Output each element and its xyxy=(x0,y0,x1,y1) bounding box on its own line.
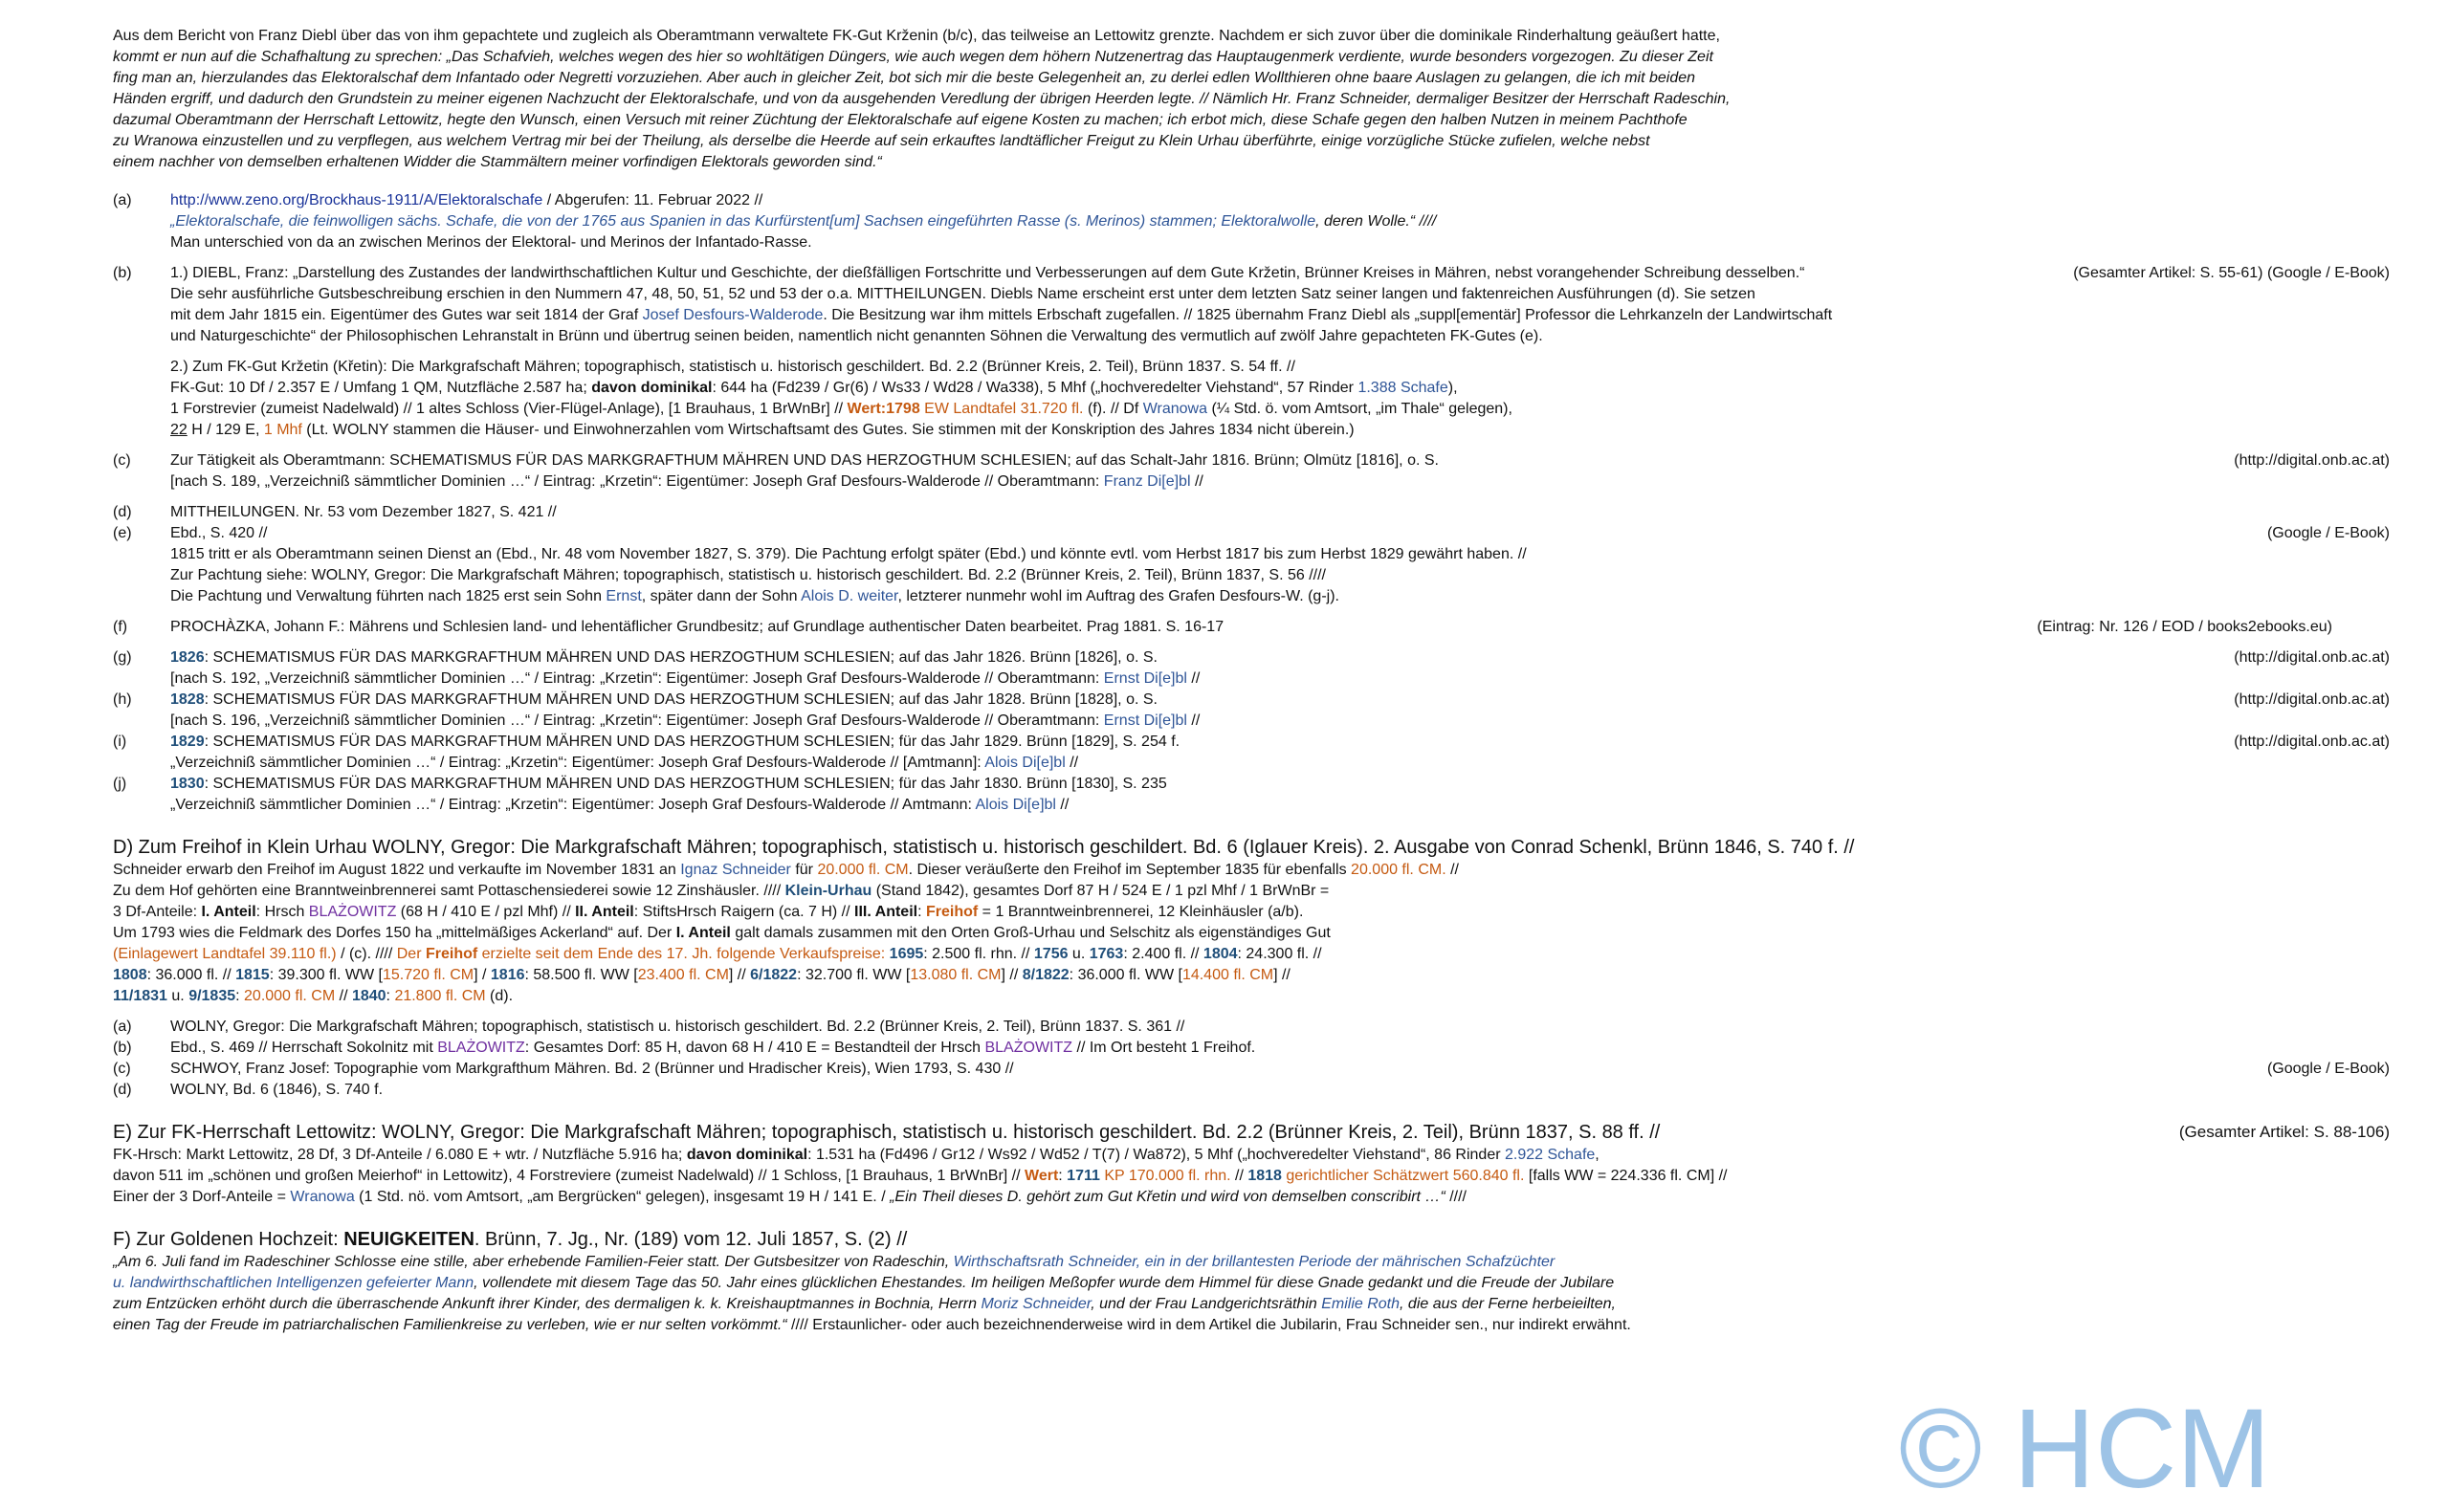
note-text: : Gesamtes Dorf: 85 H, davon 68 H / 410 E = Bestandteil der Hrsch xyxy=(524,1040,985,1056)
note-quote: „Elektoralschafe, die feinwolligen sächs. Schafe, die von der 1765 aus Spanien in das Kurfürstent[um] Sachsen eingeführten Rasse (s. Merinos) stammen; xyxy=(170,213,1222,230)
year: 8/1822 xyxy=(1022,967,1070,983)
note-text: (f). // Df xyxy=(1083,401,1143,417)
note-bold: davon dominikal xyxy=(591,380,713,396)
quote-span: , die aus der Ferne herbeieilten, xyxy=(1400,1296,1616,1312)
note-source-right: (http://digital.onb.ac.at) xyxy=(2234,734,2390,750)
note-label: (d) xyxy=(113,504,132,520)
note-text: und Naturgeschichte“ der Philosophischen Lehranstalt in Brünn und übertrug seinen beiden, namentlich nicht genannten Söhnen die Verwaltung des vermutlich auf zwölf Jahre gepachteten FK-Gutes (e). xyxy=(170,328,1543,344)
text-span: : StiftsHrsch Raigern (ca. 7 H) // xyxy=(633,904,855,920)
text-span: : 24.300 fl. // xyxy=(1237,946,1322,962)
quote-highlight: Wirthschaftsrath Schneider, ein in der brillantesten Periode der mährischen Schafzüchter xyxy=(953,1254,1555,1270)
section-e-heading xyxy=(113,1120,2390,1145)
text-span: // xyxy=(1445,862,1459,878)
note-h xyxy=(113,690,2390,732)
note-text: ), xyxy=(1447,380,1458,396)
value-label: Wert xyxy=(1025,1168,1059,1184)
person-name: Moriz Schneider xyxy=(981,1296,1092,1312)
section-d-heading: D) Zum Freihof in Klein Urhau WOLNY, Gregor: Die Markgrafschaft Mähren; topographisch, statistisch u. historisch geschildert. Bd. 6 (Iglauer Kreis). 2. Ausgabe von Conrad Schenkl, Brünn 1846, S. 740 f. // xyxy=(113,837,1855,858)
note-text: Zur Pachtung siehe: WOLNY, Gregor: Die Markgrafschaft Mähren; topographisch, statistisch u. historisch geschildert. Bd. 2.2 (Brünner Kreis, 2. Teil), Brünn 1837, S. 56 //// xyxy=(170,567,1326,583)
place-name: Klein-Urhau xyxy=(784,883,872,899)
text-span: : xyxy=(235,988,245,1004)
note-text: : SCHEMATISMUS FÜR DAS MARKGRAFTHUM MÄHREN UND DAS HERZOGTHUM SCHLESIEN; für das Jahr 1829. Brünn [1829], S. 254 f. xyxy=(204,734,1180,750)
note-label: (h) xyxy=(113,691,132,708)
text-span: FK-Hrsch: Markt Lettowitz, 28 Df, 3 Df-Anteile / 6.080 E + wtr. / Nutzfläche 5.916 ha; xyxy=(113,1147,687,1163)
note-text: mit dem Jahr 1815 ein. Eigentümer des Gutes war seit 1814 der Graf xyxy=(170,307,643,323)
note-text: 1815 tritt er als Oberamtmann seinen Dienst an (Ebd., Nr. 48 vom November 1827, S. 379). Die Pachtung erfolgt später (Ebd.) und könnte evtl. vom Herbst 1817 bis zum Herbst 1829 gewährt haben. // xyxy=(170,546,1527,562)
year: 1815 xyxy=(235,967,270,983)
section-e-title: E) Zur FK-Herrschaft Lettowitz: WOLNY, Gregor: Die Markgrafschaft Mähren; topographisch, statistisch u. historisch geschildert. Bd. 2.2 (Brünner Kreis, 2. Teil), Brünn 1837, S. 88 ff. // xyxy=(113,1122,1661,1143)
place-name: Wranowa xyxy=(290,1189,355,1205)
text-span: Einer der 3 Dorf-Anteile = xyxy=(113,1189,291,1205)
price-value: 21.800 fl. CM xyxy=(394,988,486,1004)
text-span: davon 511 im „schönen und großen Meierhof“ in Lettowitz), 4 Forstreviere (zumeist Nadelwald) // 1 Schloss, [1 Brauhaus, 1 BrWnBr] // xyxy=(113,1168,1026,1184)
note-text: „Verzeichniß sämmtlicher Dominien …“ / Eintrag: „Krzetin“: Eigentümer: Joseph Graf Desfours-Walderode // Amtmann: xyxy=(170,797,976,813)
price-value: 13.080 fl. CM xyxy=(910,967,1002,983)
note-highlight: 1 Mhf xyxy=(263,422,302,438)
person-name: Alois Di[e]bl xyxy=(984,755,1066,771)
text-span: [falls WW = 224.336 fl. CM] // xyxy=(1524,1168,1728,1184)
quote-highlight: u. landwirthschaftlichen Intelligenzen gefeierter Mann xyxy=(113,1275,474,1291)
note-e xyxy=(113,523,2390,607)
note-text: : 644 ha (Fd239 / Gr(6) / Ws33 / Wd28 / Wa338), 5 Mhf („hochveredelter Viehstand“, 57 Rinder xyxy=(712,380,1358,396)
note-source-right: (Gesamter Artikel: S. 88-106) xyxy=(2178,1123,2390,1141)
section-f-source: NEUIGKEITEN xyxy=(343,1229,474,1250)
text-span: : xyxy=(1058,1168,1068,1184)
text-span: u. xyxy=(1068,946,1090,962)
text-span: : Hrsch xyxy=(255,904,309,920)
note-label: (j) xyxy=(113,776,127,792)
note-year: 1829 xyxy=(170,734,205,750)
text-span: : 58.500 fl. WW [ xyxy=(524,967,638,983)
text-span: = 1 Branntweinbrennerei, 12 Kleinhäusler (a/b). xyxy=(978,904,1304,920)
note-text: , später dann der Sohn xyxy=(641,588,802,604)
intro-paragraph xyxy=(113,26,2390,173)
note-text: „Verzeichniß sämmtlicher Dominien …“ / Eintrag: „Krzetin“: Eigentümer: Joseph Graf Desfours-Walderode // [Amtmann]: xyxy=(170,755,985,771)
text-bold: II. Anteil xyxy=(575,904,634,920)
note-text: Die sehr ausführliche Gutsbeschreibung erschien in den Nummern 47, 48, 50, 51, 52 und 53 der o.a. MITTHEILUNGEN. Diebls Name erscheint erst unter dem letzten Satz seiner langen und faktenreichen Ausführungen (d). Sie setzen xyxy=(170,286,1755,302)
text-span: //// Erstaunlicher- oder auch bezeichnenderweise wird in dem Artikel die Jubilarin, Frau Schneider sen., nur indirekt erwähnt. xyxy=(786,1317,1631,1333)
price-value: 20.000 fl. CM xyxy=(817,862,909,878)
text-span: u. xyxy=(166,988,189,1004)
note-source-right: (Eintrag: Nr. 126 / EOD / books2ebooks.eu) xyxy=(2037,619,2332,635)
note-text: : SCHEMATISMUS FÜR DAS MARKGRAFTHUM MÄHREN UND DAS HERZOGTHUM SCHLESIEN; auf das Jahr 1828. Brünn [1828], o. S. xyxy=(204,691,1158,708)
value-label: :1798 xyxy=(880,401,920,417)
person-name: Ernst Di[e]bl xyxy=(1103,670,1187,687)
text-span: 3 Df-Anteile: xyxy=(113,904,202,920)
year: 1756 xyxy=(1033,946,1069,962)
text-span: / (c). //// xyxy=(336,946,397,962)
note-text: 1.) DIEBL, Franz: „Darstellung des Zustandes der landwirthschaftlichen Kultur und Geschichte, der dießfälligen Fortschritte und Verbesserungen auf dem Gute Kržetin, Brünner Kreises in Mähren, nebst vorangehender Schreibung desselben.“ xyxy=(170,265,1805,281)
place-name: Wranowa xyxy=(1142,401,1208,417)
year: 1763 xyxy=(1089,946,1124,962)
intro-line: fing man an, hierzulandes das Elektoralschaf dem Infantado oder Negretti vorzuziehen. Aber auch in gleicher Zeit, bot sich mir die beste Gelegenheit an, zu derlei edlen Wollthieren ohne baare Auslagen zu gelangen, die ich mit beiden xyxy=(113,70,1696,86)
note-quote: Elektoralwolle xyxy=(1221,213,1316,230)
note-year: 1830 xyxy=(170,776,205,792)
note-label: (f) xyxy=(113,619,128,635)
note-text: Ebd., S. 469 // Herrschaft Sokolnitz mit xyxy=(170,1040,438,1056)
note-text: [nach S. 196, „Verzeichniß sämmtlicher Dominien …“ / Eintrag: „Krzetin“: Eigentümer: Joseph Graf Desfours-Walderode // Oberamtmann: xyxy=(170,712,1104,729)
person-name: Ignaz Schneider xyxy=(680,862,791,878)
note-c xyxy=(113,450,2390,493)
year: 1711 xyxy=(1067,1168,1100,1184)
text-span: (1 Std. nö. vom Amtsort, „am Bergrücken“ gelegen), insgesamt 19 H / 141 E. / xyxy=(354,1189,891,1205)
text-span: . Dieser veräußerte den Freihof im September 1835 für ebenfalls xyxy=(908,862,1352,878)
note-text: [nach S. 189, „Verzeichniß sämmtlicher Dominien …“ / Eintrag: „Krzetin“: Eigentümer: Joseph Graf Desfours-Walderode // Oberamtmann: xyxy=(170,473,1104,490)
note-label: (d) xyxy=(113,1082,132,1098)
text-span: Schneider erwarb den Freihof im August 1822 und verkaufte im November 1831 an xyxy=(113,862,681,878)
note-text: WOLNY, Bd. 6 (1846), S. 740 f. xyxy=(170,1082,384,1098)
intro-line: Händen ergriff, und dadurch den Grundstein zu meiner eigenen Nachzucht der Elektoralschafe, und von da ausgehenden Veredlung der übrigen Heerden legte. // Nämlich Hr. Franz Schneider, dermaliger Besitzer der Herrschaft Radeschin, xyxy=(113,91,1731,107)
quote-span: , und der Frau Landgerichtsräthin xyxy=(1091,1296,1322,1312)
quote-span: „Ein Theil dieses D. gehört zum Gut Křetin und wird von demselben conscribirt …“ xyxy=(890,1189,1445,1205)
note-text: (Lt. WOLNY stammen die Häuser- und Einwohnerzahlen vom Wirtschaftsamt des Gutes. Sie stimmen mit der Konskription des Jahres 1834 nicht überein.) xyxy=(301,422,1355,438)
note-text: SCHWOY, Franz Josef: Topographie vom Markgrafthum Mähren. Bd. 2 (Brünner und Hradischer Kreis), Wien 1793, S. 430 // xyxy=(170,1061,1014,1077)
text-span: // xyxy=(1230,1168,1248,1184)
note-source-right: (Google / E-Book) xyxy=(2266,1061,2390,1077)
note-source-right: (Google / E-Book) xyxy=(2266,525,2390,541)
year: 1695 xyxy=(889,946,924,962)
note-source-right: (Gesamter Artikel: S. 55-61) (Google / E-Book) xyxy=(2073,265,2390,281)
year: 11/1831 xyxy=(113,988,167,1004)
copyright-watermark: © HCM xyxy=(1899,1386,2271,1512)
note-text: [nach S. 192, „Verzeichniß sämmtlicher Dominien …“ / Eintrag: „Krzetin“: Eigentümer: Joseph Graf Desfours-Walderode // Oberamtmann: xyxy=(170,670,1104,687)
text-span: (d). xyxy=(485,988,514,1004)
text-span: , xyxy=(1595,1147,1600,1163)
text-span: : xyxy=(917,904,926,920)
year: 1804 xyxy=(1202,946,1238,962)
section-e-body xyxy=(113,1145,2390,1208)
person-name: Franz Di[e]bl xyxy=(1103,473,1191,490)
note-text: Ebd., S. 420 // xyxy=(170,525,268,541)
place-name: BLAŻOWITZ xyxy=(308,904,397,920)
text-span: für xyxy=(790,862,818,878)
note-source-right: (http://digital.onb.ac.at) xyxy=(2234,649,2390,666)
text-span: // xyxy=(335,988,352,1004)
price-value: 14.400 fl. CM xyxy=(1181,967,1274,983)
document-page xyxy=(113,26,2390,1336)
note-text: FK-Gut: 10 Df / 2.357 E / Umfang 1 QM, Nutzfläche 2.587 ha; xyxy=(170,380,592,396)
price-value: (Einlagewert Landtafel 39.110 fl.) xyxy=(113,946,337,962)
section-f-heading xyxy=(113,1227,2390,1252)
section-f-title-rest: . Brünn, 7. Jg., Nr. (189) vom 12. Juli 1857, S. (2) // xyxy=(474,1229,908,1250)
note-label: (e) xyxy=(113,525,132,541)
text-span: (Stand 1842), gesamtes Dorf 87 H / 524 E / 1 pzl Mhf / 1 BrWnBr = xyxy=(871,883,1330,899)
price-value: KP 170.000 fl. rhn. xyxy=(1099,1168,1231,1184)
note-label: (c) xyxy=(113,452,131,469)
section-f-title: F) Zur Goldenen Hochzeit: xyxy=(113,1229,344,1250)
text-span: : 36.000 fl. WW [ xyxy=(1069,967,1182,983)
person-name: Ernst xyxy=(606,588,642,604)
quote-span: , vollendete mit diesem Tage das 50. Jahr eines glücklichen Ehestandes. Im heiligen Meßopfer wurde dem Himmel für diese Gnade gedankt und die Freude der Jubilare xyxy=(474,1275,1615,1291)
note-text: 2.) Zum FK-Gut Kržetin (Křetin): Die Markgrafschaft Mähren; topographisch, statistisch u. historisch geschildert. Bd. 2.2 (Brünner Kreis, 2. Teil), Brünn 1837. S. 54 ff. // xyxy=(170,359,1295,375)
text-bold: III. Anteil xyxy=(854,904,918,920)
note-text: // xyxy=(1186,712,1201,729)
note-label: (b) xyxy=(113,1040,132,1056)
note-highlight: 2.922 Schafe xyxy=(1505,1147,1596,1163)
note-highlight: 1.388 Schafe xyxy=(1357,380,1448,396)
value-label: Wert xyxy=(847,401,881,417)
text-bold: Freihof xyxy=(425,946,478,962)
note-text: Zur Tätigkeit als Oberamtmann: SCHEMATISMUS FÜR DAS MARKGRAFTHUM MÄHREN UND DAS HERZOGTHUM SCHLESIEN; auf das Schalt-Jahr 1816. Brünn; Olmütz [1816], o. S. xyxy=(170,452,1439,469)
note-label: (c) xyxy=(113,1061,131,1077)
note-label: (a) xyxy=(113,192,132,208)
text-span: : 39.300 fl. WW [ xyxy=(269,967,383,983)
person-name: Alois Di[e]bl xyxy=(975,797,1056,813)
note-j xyxy=(113,774,2390,816)
note-text: / Abgerufen: 11. Februar 2022 // xyxy=(542,192,763,208)
section-f-body xyxy=(113,1252,2390,1336)
note-text: MITTHEILUNGEN. Nr. 53 vom Dezember 1827, S. 421 // xyxy=(170,504,557,520)
text-span: erzielte seit dem Ende des 17. Jh. folgende Verkaufspreise: xyxy=(477,946,890,962)
year: 1808 xyxy=(113,967,147,983)
text-span: : 2.400 fl. // xyxy=(1123,946,1203,962)
zeno-link[interactable]: http://www.zeno.org/Brockhaus-1911/A/Elektoralschafe xyxy=(170,192,543,208)
note-text: (¼ Std. ö. vom Amtsort, „im Thale“ gelegen), xyxy=(1207,401,1512,417)
intro-line: Aus dem Bericht von Franz Diebl über das von ihm gepachtete und zugleich als Oberamtmann verwaltete FK-Gut Krženin (b/c), das teilweise an Lettowitz grenzte. Nachdem er sich zuvor über die dominikale Rinderhaltung geäußert hatte, xyxy=(113,28,1720,44)
section-d-body xyxy=(113,860,2390,1007)
note-text: // xyxy=(1065,755,1079,771)
note-text: . Die Besitzung war ihm mittels Erbschaft zugefallen. // 1825 übernahm Franz Diebl als „suppl[ementär] Professor die Lehrkanzeln der Landwirtschaft xyxy=(823,307,1833,323)
price-value: 15.720 fl. CM xyxy=(382,967,474,983)
note-text: WOLNY, Gregor: Die Markgrafschaft Mähren; topographisch, statistisch u. historisch geschildert. Bd. 2.2 (Brünner Kreis, 2. Teil), Brünn 1837. S. 361 // xyxy=(170,1019,1185,1035)
price-value: 23.400 fl. CM xyxy=(637,967,729,983)
text-span: ] // xyxy=(728,967,751,983)
intro-line: zu Wranowa einzustellen und zu verpflegen, aus welchem Vertrag mir bei der Theilung, als derselbe die Heerde auf sein erkauftes landtäflicher Freigut zu Klein Urhau überführte, einige vorzügliche Stücke zufielen, welche nebst xyxy=(113,133,1650,149)
text-span: (68 H / 410 E / pzl Mhf) // xyxy=(396,904,576,920)
note-text: Man unterschied von da an zwischen Merinos der Elektoral- und Merinos der Infantado-Rasse. xyxy=(170,234,812,251)
note-source-right: (http://digital.onb.ac.at) xyxy=(2234,691,2390,708)
person-name: Alois D. weiter xyxy=(801,588,898,604)
note-a xyxy=(113,190,2390,253)
quote-span: „Am 6. Juli fand im Radeschiner Schlosse eine stille, aber erhebende Familien-Feier statt. Der Gutsbesitzer von Radeschin, xyxy=(113,1254,954,1270)
text-bold: davon dominikal xyxy=(686,1147,808,1163)
text-bold: I. Anteil xyxy=(675,925,731,941)
year: 9/1835 xyxy=(188,988,236,1004)
quote-span: zum Entzücken erhöht durch die überraschende Ankunft ihrer Kinder, des dermaligen k. k. Kreishauptmannes in Bochnia, Herrn xyxy=(113,1296,982,1312)
value-amount: EW Landtafel 31.720 fl. xyxy=(919,401,1084,417)
note-text: : SCHEMATISMUS FÜR DAS MARKGRAFTHUM MÄHREN UND DAS HERZOGTHUM SCHLESIEN; für das Jahr 1830. Brünn [1830], S. 235 xyxy=(204,776,1167,792)
note-i xyxy=(113,732,2390,774)
text-span: : 32.700 fl. WW [ xyxy=(797,967,911,983)
note-b xyxy=(113,263,2390,441)
note-text: : SCHEMATISMUS FÜR DAS MARKGRAFTHUM MÄHREN UND DAS HERZOGTHUM SCHLESIEN; auf das Jahr 1826. Brünn [1826], o. S. xyxy=(204,649,1158,666)
note-text: // Im Ort besteht 1 Freihof. xyxy=(1072,1040,1256,1056)
year: 1818 xyxy=(1247,1168,1282,1184)
note-text: // xyxy=(1186,670,1201,687)
text-span: galt damals zusammen mit den Orten Groß-Urhau und Selschitz als eigenständiges Gut xyxy=(730,925,1331,941)
price-value: 20.000 fl. CM xyxy=(244,988,336,1004)
year: 6/1822 xyxy=(750,967,798,983)
note-text: 1 Forstrevier (zumeist Nadelwald) // 1 altes Schloss (Vier-Flügel-Anlage), [1 Brauhaus, 1 BrWnBr] // xyxy=(170,401,848,417)
note-label: (i) xyxy=(113,734,127,750)
note-year: 1826 xyxy=(170,649,205,666)
note-text: , letzterer nunmehr wohl im Auftrag des Grafen Desfours-W. (g-j). xyxy=(897,588,1339,604)
note-label: (a) xyxy=(113,1019,132,1035)
note-text: // xyxy=(1190,473,1203,490)
price-value: 20.000 fl. CM. xyxy=(1351,862,1446,878)
note-label: (g) xyxy=(113,649,132,666)
note-text: PROCHÀZKA, Johann F.: Mährens und Schlesien land- und lehentäflicher Grundbesitz; auf Grundlage authentischer Daten bearbeitet. Prag 1881. S. 16-17 xyxy=(170,619,1224,635)
note-source-right: (http://digital.onb.ac.at) xyxy=(2234,452,2390,469)
text-span: : 1.531 ha (Fd496 / Gr12 / Ws92 / Wd52 / T(7) / Wa872), 5 Mhf („hochveredelter Viehstand“, 86 Rinder xyxy=(807,1147,1505,1163)
note-text: , deren Wolle.“ //// xyxy=(1315,213,1437,230)
quote-span: einen Tag der Freude im patriarchalischen Familienkreise zu verleben, wie er nur selten vorkömmt.“ xyxy=(113,1317,787,1333)
intro-line: einem nachher von demselben erhaltenen Widder die Stammältern meiner vorfindigen Elektorals geworden sind.“ xyxy=(113,154,882,170)
place-name: BLAŻOWITZ xyxy=(984,1040,1073,1056)
text-span: ] // xyxy=(1001,967,1023,983)
note-text: // xyxy=(1055,797,1070,813)
note-text: 22 xyxy=(170,422,188,438)
text-span: Um 1793 wies die Feldmark des Dorfes 150 ha „mittelmäßiges Ackerland“ auf. Der xyxy=(113,925,676,941)
text-bold: I. Anteil xyxy=(201,904,256,920)
section-d-notes xyxy=(113,1017,2390,1101)
note-text: H / 129 E, xyxy=(187,422,264,438)
text-span: Zu dem Hof gehörten eine Branntweinbrennerei samt Pottaschensiederei sowie 12 Zinshäusler. //// xyxy=(113,883,785,899)
text-span: ] / xyxy=(474,967,491,983)
text-bold: Freihof xyxy=(925,904,979,920)
person-name: Ernst Di[e]bl xyxy=(1103,712,1187,729)
note-f xyxy=(113,617,2390,638)
note-d xyxy=(113,502,2390,523)
place-name: BLAŻOWITZ xyxy=(437,1040,525,1056)
person-name: Emilie Roth xyxy=(1321,1296,1401,1312)
text-span: Der xyxy=(396,946,426,962)
year: 1840 xyxy=(351,988,386,1004)
intro-line: kommt er nun auf die Schafhaltung zu sprechen: „Das Schafvieh, welches wegen des hier so wohltätigen Düngers, wie auch wegen dem höhern Nutzenertrag das Hauptaugenmerk verdiente, wurde besonders vorgezogen. Zu dieser Zeit xyxy=(113,49,1713,65)
note-text: Die Pachtung und Verwaltung führten nach 1825 erst sein Sohn xyxy=(170,588,607,604)
price-value: gerichtlicher Schätzwert 560.840 fl. xyxy=(1281,1168,1525,1184)
text-span: //// xyxy=(1445,1189,1467,1205)
note-g xyxy=(113,647,2390,690)
text-span: : xyxy=(386,988,395,1004)
person-name: Josef Desfours-Walderode xyxy=(642,307,824,323)
text-span: : 36.000 fl. // xyxy=(146,967,236,983)
text-span: ] // xyxy=(1273,967,1291,983)
text-span: : 2.500 fl. rhn. // xyxy=(923,946,1034,962)
intro-line: dazumal Oberamtmann der Herrschaft Lettowitz, hegte den Wunsch, einen Versuch mit reiner Züchtung der Elektoralschafe auf eigene Kosten zu machen; ich erbot mich, diese Schafe gegen den halben Nutzen in meinem Pachthofe xyxy=(113,112,1688,128)
note-label: (b) xyxy=(113,265,132,281)
note-year: 1828 xyxy=(170,691,205,708)
year: 1816 xyxy=(490,967,525,983)
